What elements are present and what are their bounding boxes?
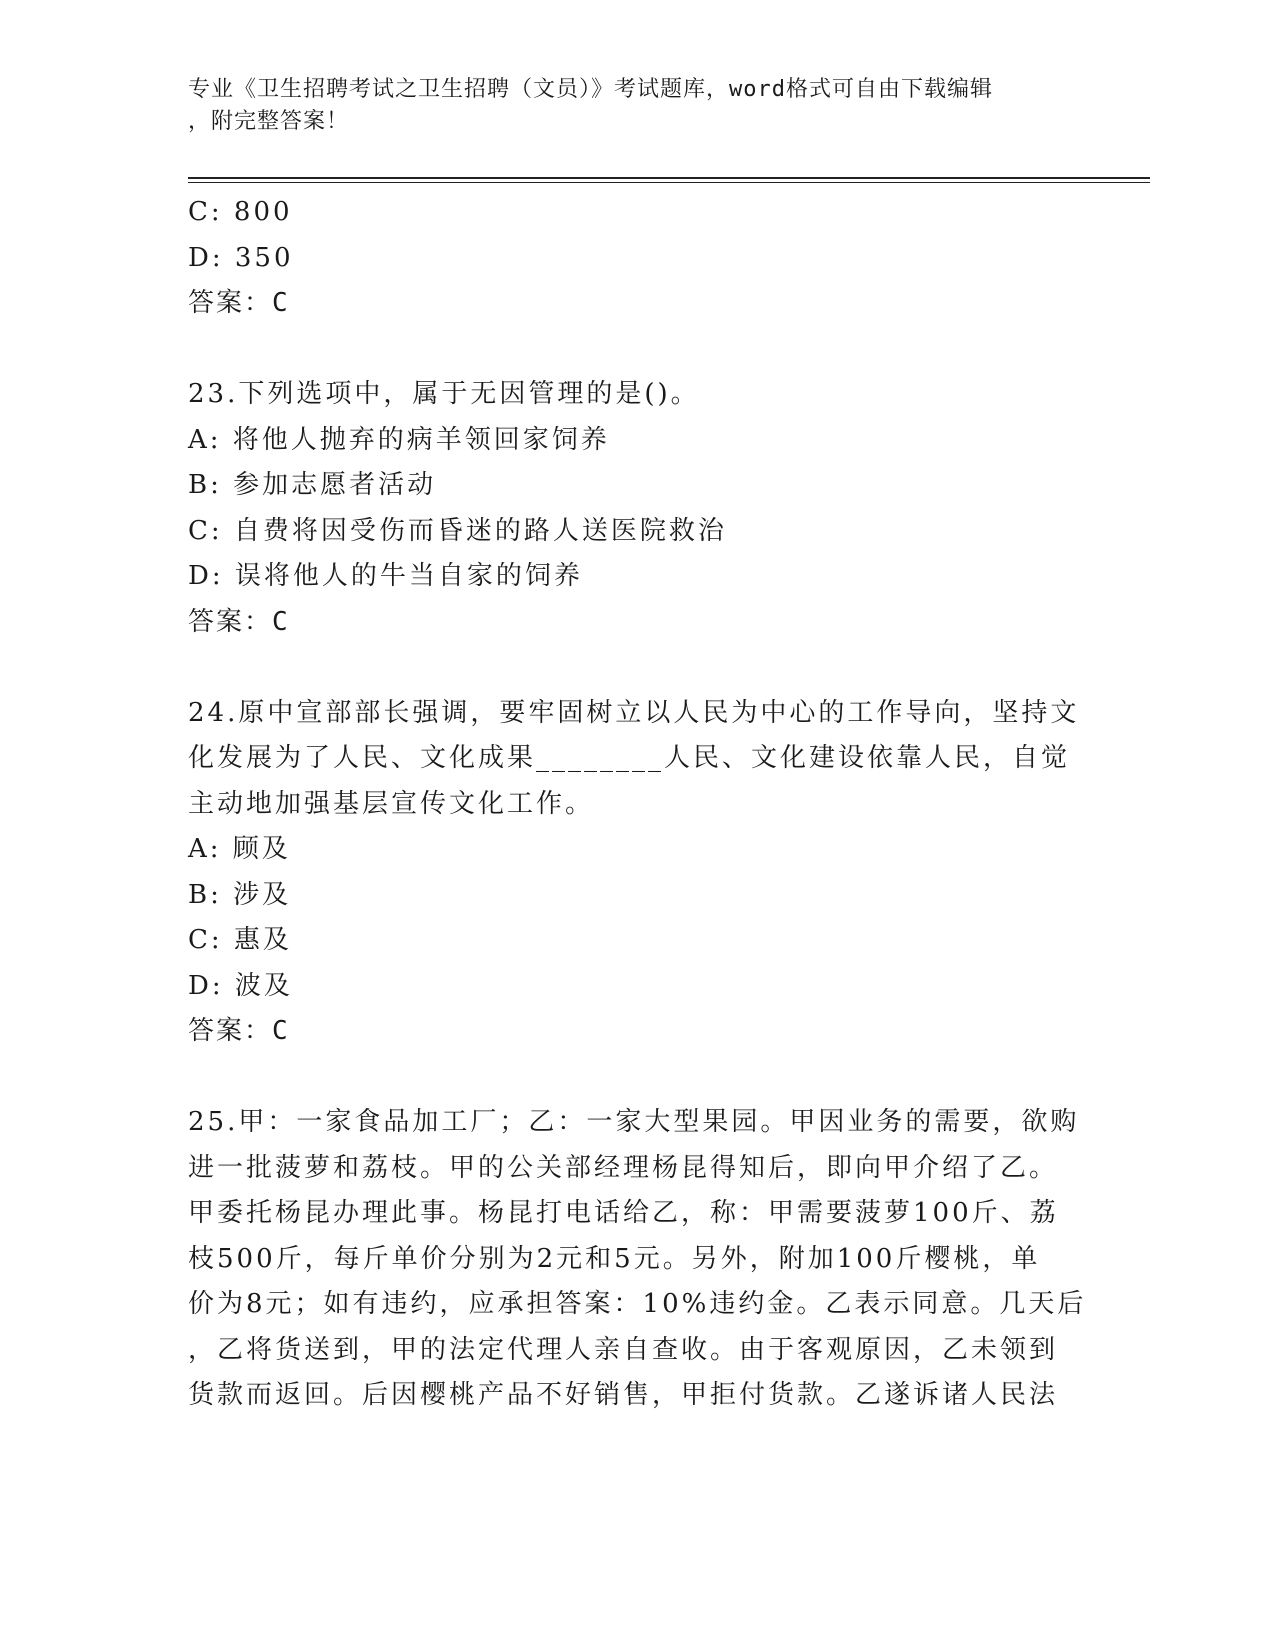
header-rule-thick [188,177,1150,179]
question-stem-line-2: 化发展为了人民、文化成果________人民、文化建设依靠人民，自觉 [188,743,1071,773]
question-25 [188,1100,1087,1419]
spacer [188,327,1068,373]
header-line-2: ，附完整答案！ [188,109,350,134]
option-c: C: 自费将因受伤而昏迷的路人送医院救治 [188,515,727,546]
question-stem: 23.下列选项中，属于无因管理的是()。 [188,379,700,409]
question-stem-line-2: 进一批菠萝和荔枝。甲的公关部经理杨昆得知后，即向甲介绍了乙。 [188,1152,1059,1183]
question-stem-line-1: 25.甲：一家食品加工厂；乙：一家大型果园。甲因业务的需要，欲购 [188,1107,1080,1137]
option-d: D: 波及 [188,970,293,1001]
page-header [188,74,1068,138]
option-d: D: 350 [188,242,294,273]
header-rule-thin [188,182,1150,183]
option-c: C: 惠及 [188,925,292,955]
question-23 [188,372,1068,645]
question-body [188,190,1087,1419]
option-a: A: 将他人抛弃的病羊领回家饲养 [188,424,610,455]
question-stem-line-5: 价为8元；如有违约，应承担答案：10%违约金。乙表示同意。几天后 [188,1289,1087,1319]
spacer [188,645,1068,691]
answer: 答案：C [188,288,290,318]
question-stem-line-7: 货款而返回。后因樱桃产品不好销售，甲拒付货款。乙遂诉诸人民法 [188,1380,1059,1410]
header-line-1: 专业《卫生招聘考试之卫生招聘（文员）》考试题库，word格式可自由下载编辑 [188,77,993,102]
question-stem-line-6: ，乙将货送到，甲的法定代理人亲自查收。由于客观原因，乙未领到 [188,1334,1059,1365]
option-b: B: 涉及 [188,879,292,910]
option-a: A: 顾及 [188,834,291,864]
question-24 [188,691,1080,1055]
answer: 答案：C [188,1016,290,1046]
option-b: B: 参加志愿者活动 [188,470,437,500]
question-22-tail [188,190,1068,327]
option-d: D: 误将他人的牛当自家的饲养 [188,561,583,591]
question-stem-line-3: 主动地加强基层宣传文化工作。 [188,788,595,819]
question-stem-line-3: 甲委托杨昆办理此事。杨昆打电话给乙，称：甲需要菠萝100斤、荔 [188,1198,1059,1228]
question-stem-line-4: 枝500斤，每斤单价分别为2元和5元。另外，附加100斤樱桃，单 [188,1243,1041,1274]
option-c: C: 800 [188,197,293,227]
spacer [188,1055,1068,1101]
answer: 答案：C [188,606,290,637]
question-stem-line-1: 24.原中宣部部长强调，要牢固树立以人民为中心的工作导向，坚持文 [188,697,1080,728]
